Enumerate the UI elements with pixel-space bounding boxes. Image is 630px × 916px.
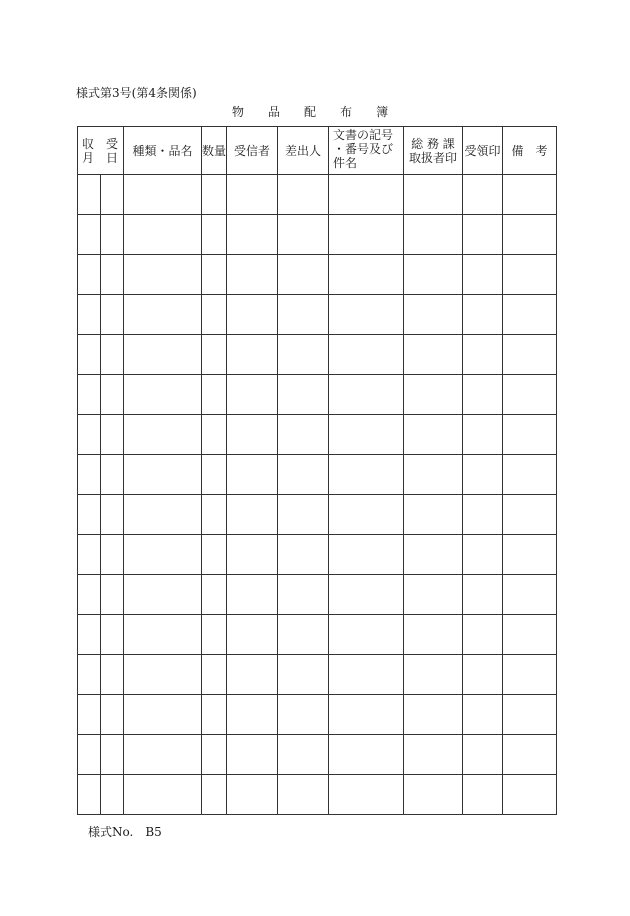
table-cell: [329, 495, 404, 535]
table-row: [78, 335, 557, 375]
title-char: 物: [232, 105, 247, 119]
table-cell: [124, 535, 202, 575]
table-cell: [503, 695, 557, 735]
table-cell: [463, 695, 503, 735]
table-cell: [227, 375, 278, 415]
table-cell: [463, 335, 503, 375]
table-cell: [278, 775, 329, 815]
table-cell: [78, 295, 101, 335]
table-cell: [227, 175, 278, 215]
table-cell: [101, 775, 124, 815]
table-cell: [329, 255, 404, 295]
table-cell: [227, 735, 278, 775]
table-cell: [227, 415, 278, 455]
table-cell: [463, 495, 503, 535]
table-cell: [101, 495, 124, 535]
table-cell: [329, 175, 404, 215]
table-cell: [278, 575, 329, 615]
table-cell: [329, 575, 404, 615]
table-cell: [278, 295, 329, 335]
table-cell: [202, 495, 227, 535]
table-cell: [463, 215, 503, 255]
table-cell: [503, 495, 557, 535]
table-cell: [124, 575, 202, 615]
header-document: 文書の記号 ・番号及び 件名: [329, 127, 404, 175]
table-cell: [503, 375, 557, 415]
table-cell: [202, 375, 227, 415]
table-cell: [278, 215, 329, 255]
table-cell: [503, 455, 557, 495]
header-month-day: 収 受 月 日: [78, 127, 124, 175]
table-cell: [101, 175, 124, 215]
table-cell: [78, 255, 101, 295]
table-cell: [227, 295, 278, 335]
table-cell: [124, 255, 202, 295]
table-cell: [124, 735, 202, 775]
table-cell: [404, 335, 463, 375]
table-cell: [503, 535, 557, 575]
table-row: [78, 535, 557, 575]
table-cell: [278, 255, 329, 295]
table-cell: [329, 415, 404, 455]
table-cell: [202, 255, 227, 295]
table-cell: [78, 175, 101, 215]
table-cell: [404, 215, 463, 255]
table-row: [78, 655, 557, 695]
table-cell: [404, 535, 463, 575]
table-cell: [404, 455, 463, 495]
title-char: 布: [340, 105, 355, 119]
table-cell: [101, 335, 124, 375]
table-cell: [78, 535, 101, 575]
table-cell: [78, 495, 101, 535]
table-cell: [503, 295, 557, 335]
table-cell: [278, 375, 329, 415]
header-receipt-seal: 受領印: [463, 127, 503, 175]
header-officer-seal: 総 務 課 取扱者印: [404, 127, 463, 175]
table-cell: [463, 255, 503, 295]
table-cell: [278, 495, 329, 535]
table-cell: [124, 335, 202, 375]
table-cell: [278, 335, 329, 375]
table-cell: [101, 535, 124, 575]
table-cell: [503, 215, 557, 255]
table-cell: [227, 335, 278, 375]
table-cell: [124, 415, 202, 455]
table-cell: [124, 375, 202, 415]
table-cell: [404, 775, 463, 815]
table-cell: [227, 495, 278, 535]
table-cell: [202, 335, 227, 375]
table-row: [78, 735, 557, 775]
table-cell: [78, 335, 101, 375]
table-cell: [329, 735, 404, 775]
table-row: [78, 175, 557, 215]
table-cell: [101, 655, 124, 695]
table-cell: [404, 735, 463, 775]
table-cell: [101, 695, 124, 735]
table-row: [78, 455, 557, 495]
form-label: 様式第3号(第4条関係): [76, 86, 197, 100]
table-cell: [227, 615, 278, 655]
table-cell: [278, 415, 329, 455]
table-cell: [202, 295, 227, 335]
table-cell: [202, 415, 227, 455]
table-row: [78, 615, 557, 655]
table-cell: [202, 575, 227, 615]
table-cell: [463, 295, 503, 335]
table-cell: [124, 775, 202, 815]
table-cell: [78, 655, 101, 695]
table-cell: [329, 335, 404, 375]
table-cell: [329, 535, 404, 575]
table-cell: [503, 735, 557, 775]
table-cell: [227, 215, 278, 255]
table-cell: [404, 295, 463, 335]
table-cell: [278, 655, 329, 695]
table-cell: [202, 615, 227, 655]
table-cell: [463, 775, 503, 815]
table-cell: [78, 575, 101, 615]
table-row: [78, 215, 557, 255]
table-cell: [503, 255, 557, 295]
header-item: 種類・品名: [124, 127, 202, 175]
distribution-ledger-table: [77, 126, 557, 815]
table-cell: [202, 775, 227, 815]
table-cell: [329, 295, 404, 335]
table-cell: [278, 535, 329, 575]
table-cell: [329, 375, 404, 415]
table-cell: [329, 455, 404, 495]
table-cell: [101, 255, 124, 295]
table-cell: [463, 535, 503, 575]
table-cell: [404, 175, 463, 215]
table-cell: [227, 575, 278, 615]
ledger-body: [78, 175, 557, 815]
table-cell: [503, 775, 557, 815]
table-cell: [78, 415, 101, 455]
table-cell: [101, 455, 124, 495]
table-cell: [124, 455, 202, 495]
table-cell: [329, 775, 404, 815]
table-cell: [227, 255, 278, 295]
table-cell: [404, 575, 463, 615]
table-cell: [202, 535, 227, 575]
table-cell: [329, 215, 404, 255]
table-cell: [202, 695, 227, 735]
table-row: [78, 775, 557, 815]
table-cell: [202, 735, 227, 775]
title-char: 簿: [376, 105, 391, 119]
table-cell: [202, 175, 227, 215]
table-cell: [124, 295, 202, 335]
table-cell: [463, 455, 503, 495]
table-cell: [404, 655, 463, 695]
table-cell: [463, 615, 503, 655]
table-cell: [78, 695, 101, 735]
table-cell: [503, 335, 557, 375]
header-row: [78, 127, 557, 175]
table-cell: [101, 575, 124, 615]
table-cell: [78, 455, 101, 495]
table-cell: [329, 615, 404, 655]
table-cell: [463, 735, 503, 775]
table-cell: [101, 295, 124, 335]
table-cell: [278, 615, 329, 655]
table-cell: [78, 615, 101, 655]
table-cell: [202, 215, 227, 255]
table-cell: [202, 655, 227, 695]
table-cell: [227, 455, 278, 495]
table-cell: [124, 695, 202, 735]
table-row: [78, 695, 557, 735]
header-recipient: 受信者: [227, 127, 278, 175]
table-cell: [101, 615, 124, 655]
table-cell: [78, 775, 101, 815]
title-char: 配: [304, 105, 319, 119]
title-char: 品: [268, 105, 283, 119]
table-cell: [404, 495, 463, 535]
header-sender: 差出人: [278, 127, 329, 175]
table-cell: [278, 455, 329, 495]
table-cell: [503, 175, 557, 215]
table-cell: [329, 695, 404, 735]
table-cell: [227, 655, 278, 695]
table-cell: [404, 695, 463, 735]
table-cell: [278, 695, 329, 735]
table-cell: [78, 735, 101, 775]
form-number: 様式No. B5: [88, 825, 162, 839]
table-cell: [278, 735, 329, 775]
table-cell: [503, 575, 557, 615]
table-cell: [227, 775, 278, 815]
table-row: [78, 375, 557, 415]
table-cell: [101, 415, 124, 455]
table-cell: [101, 215, 124, 255]
table-cell: [124, 495, 202, 535]
form-title: [232, 103, 412, 120]
table-cell: [463, 655, 503, 695]
table-cell: [227, 695, 278, 735]
table-cell: [503, 415, 557, 455]
table-row: [78, 255, 557, 295]
table-row: [78, 295, 557, 335]
header-quantity: 数量: [202, 127, 227, 175]
table-row: [78, 415, 557, 455]
table-cell: [101, 375, 124, 415]
table-cell: [278, 175, 329, 215]
table-cell: [78, 215, 101, 255]
table-cell: [227, 535, 278, 575]
table-cell: [404, 255, 463, 295]
table-cell: [124, 215, 202, 255]
table-row: [78, 495, 557, 535]
table-cell: [463, 415, 503, 455]
table-cell: [101, 735, 124, 775]
table-cell: [463, 375, 503, 415]
table-cell: [124, 655, 202, 695]
table-cell: [404, 615, 463, 655]
table-cell: [463, 575, 503, 615]
table-cell: [404, 375, 463, 415]
table-cell: [329, 655, 404, 695]
table-row: [78, 575, 557, 615]
table-cell: [404, 415, 463, 455]
table-cell: [78, 375, 101, 415]
table-cell: [463, 175, 503, 215]
table-cell: [503, 655, 557, 695]
table-cell: [503, 615, 557, 655]
table-cell: [124, 615, 202, 655]
table-cell: [124, 175, 202, 215]
header-remarks: 備 考: [503, 127, 557, 175]
table-cell: [202, 455, 227, 495]
